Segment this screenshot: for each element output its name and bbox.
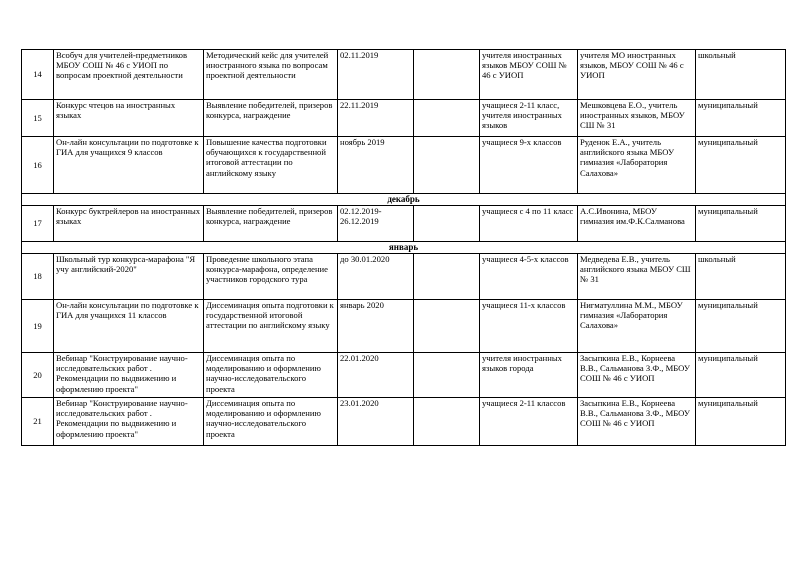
level-cell-text: муниципальный: [698, 137, 758, 147]
goal-cell-text: Проведение школьного этапа конкурса-марафона, определение участников городского тура: [206, 254, 328, 285]
empty-cell: [414, 254, 480, 300]
row-number: 16: [22, 137, 54, 194]
event-cell-text: Вебинар "Конструирование научно-исследовательских работ . Рекомендации по выдвижению и оформлению проекта": [56, 353, 188, 394]
date-cell-text: ноябрь 2019: [340, 137, 385, 147]
responsible-cell-text: Засыпкина Е.В., Корнеева В.В., Сальманова З.Ф., МБОУ СОШ № 46 с УИОП: [580, 353, 690, 384]
month-label: декабрь: [22, 194, 786, 206]
participants-cell-text: учащиеся 11-х классов: [482, 300, 566, 310]
month-label: январь: [22, 242, 786, 254]
row-number: 17: [22, 206, 54, 242]
empty-cell: [414, 353, 480, 398]
empty-cell: [414, 398, 480, 446]
table-row: [22, 300, 786, 353]
level-cell-text: муниципальный: [698, 206, 758, 216]
responsible-cell-text: Руденок Е.А., учитель английского языка МБОУ гимназия «Лаборатория Салахова»: [580, 137, 675, 178]
responsible-cell: [578, 137, 696, 194]
event-cell: [54, 254, 204, 300]
level-cell: [696, 398, 786, 446]
date-cell-text: 22.11.2019: [340, 100, 379, 110]
event-cell: [54, 300, 204, 353]
goal-cell: [204, 254, 338, 300]
level-cell-text: муниципальный: [698, 398, 758, 408]
empty-cell: [414, 50, 480, 100]
responsible-cell: [578, 50, 696, 100]
goal-cell: [204, 300, 338, 353]
event-cell: [54, 50, 204, 100]
goal-cell: [204, 100, 338, 137]
date-cell: [338, 100, 414, 137]
responsible-cell-text: Медведева Е.В., учитель английского языка МБОУ СШ № 31: [580, 254, 691, 285]
event-cell-text: Он-лайн консультации по подготовке к ГИА для учащихся 11 классов: [56, 300, 199, 321]
level-cell: [696, 254, 786, 300]
participants-cell: [480, 353, 578, 398]
event-cell-text: Школьный тур конкурса-марафона "Я учу английский-2020": [56, 254, 196, 275]
participants-cell: [480, 137, 578, 194]
participants-cell-text: учащиеся 9-х классов: [482, 137, 562, 147]
responsible-cell-text: Нигматуллина М.М., МБОУ гимназия «Лаборатория Салахова»: [580, 300, 683, 331]
table-body: [22, 50, 786, 446]
event-cell: [54, 353, 204, 398]
participants-cell: [480, 50, 578, 100]
date-cell-text: до 30.01.2020: [340, 254, 390, 264]
goal-cell: [204, 398, 338, 446]
level-cell-text: муниципальный: [698, 353, 758, 363]
date-cell-text: 23.01.2020: [340, 398, 379, 408]
event-cell: [54, 398, 204, 446]
event-cell: [54, 100, 204, 137]
participants-cell-text: учащиеся 2-11 классов: [482, 398, 566, 408]
row-number: 15: [22, 100, 54, 137]
responsible-cell-text: А.С.Ивонина, МБОУ гимназия им.Ф.К.Салманова: [580, 206, 685, 227]
empty-cell: [414, 100, 480, 137]
level-cell: [696, 353, 786, 398]
date-cell: [338, 398, 414, 446]
level-cell: [696, 50, 786, 100]
goal-cell: [204, 206, 338, 242]
table-row: [22, 50, 786, 100]
level-cell: [696, 100, 786, 137]
goal-cell-text: Методический кейс для учителей иностранного языка по вопросам проектной деятельности: [206, 50, 329, 81]
event-cell-text: Конкурс буктрейлеров на иностранных языках: [56, 206, 201, 227]
goal-cell-text: Выявление победителей, призеров конкурса, награждение: [206, 206, 333, 227]
table-row: [22, 206, 786, 242]
participants-cell-text: учителя иностранных языков МБОУ СОШ № 46 с УИОП: [482, 50, 567, 81]
row-number: 14: [22, 50, 54, 100]
event-cell-text: Всобуч для учителей-предметников МБОУ СОШ № 46 с УИОП по вопросам проектной деятельности: [56, 50, 188, 81]
date-cell: [338, 353, 414, 398]
empty-cell: [414, 137, 480, 194]
row-number: 19: [22, 300, 54, 353]
event-cell: [54, 137, 204, 194]
date-cell-text: 22.01.2020: [340, 353, 379, 363]
participants-cell: [480, 100, 578, 137]
level-cell-text: школьный: [698, 50, 736, 60]
level-cell-text: муниципальный: [698, 100, 758, 110]
responsible-cell: [578, 206, 696, 242]
level-cell-text: школьный: [698, 254, 736, 264]
date-cell: [338, 50, 414, 100]
responsible-cell-text: Мешковцева Е.О., учитель иностранных языков, МБОУ СШ № 31: [580, 100, 685, 131]
goal-cell-text: Диссеминация опыта по моделированию и оформлению научно-исследовательского проекта: [206, 398, 321, 439]
level-cell: [696, 300, 786, 353]
row-number: 20: [22, 353, 54, 398]
date-cell: [338, 206, 414, 242]
table-row: [22, 254, 786, 300]
event-cell: [54, 206, 204, 242]
table-row: [22, 398, 786, 446]
date-cell-text: 02.11.2019: [340, 50, 379, 60]
responsible-cell: [578, 100, 696, 137]
event-cell-text: Конкурс чтецов на иностранных языках: [56, 100, 176, 121]
event-cell-text: Он-лайн консультации по подготовке к ГИА для учащихся 9 классов: [56, 137, 199, 158]
level-cell-text: муниципальный: [698, 300, 758, 310]
participants-cell-text: учащиеся 4-5-х классов: [482, 254, 569, 264]
responsible-cell-text: Засыпкина Е.В., Корнеева В.В., Сальманова З.Ф., МБОУ СОШ № 46 с УИОП: [580, 398, 690, 429]
date-cell-text: январь 2020: [340, 300, 384, 310]
participants-cell-text: учителя иностранных языков города: [482, 353, 562, 374]
participants-cell-text: учащиеся 2-11 класс, учителя иностранных языков: [482, 100, 562, 131]
schedule-table: [21, 49, 786, 446]
participants-cell: [480, 254, 578, 300]
responsible-cell: [578, 300, 696, 353]
empty-cell: [414, 300, 480, 353]
goal-cell-text: Выявление победителей, призеров конкурса, награждение: [206, 100, 333, 121]
date-cell-text: 02.12.2019-26.12.2019: [340, 206, 382, 227]
participants-cell-text: учащиеся с 4 по 11 класс: [482, 206, 574, 216]
event-cell-text: Вебинар "Конструирование научно-исследовательских работ . Рекомендации по выдвижению и оформлению проекта": [56, 398, 188, 439]
goal-cell: [204, 137, 338, 194]
responsible-cell: [578, 254, 696, 300]
level-cell: [696, 206, 786, 242]
level-cell: [696, 137, 786, 194]
goal-cell: [204, 353, 338, 398]
goal-cell: [204, 50, 338, 100]
row-number: 21: [22, 398, 54, 446]
date-cell: [338, 254, 414, 300]
participants-cell: [480, 300, 578, 353]
goal-cell-text: Повышение качества подготовки обучающихся к государственной итоговой аттестации по английскому языку: [206, 137, 327, 178]
participants-cell: [480, 398, 578, 446]
responsible-cell: [578, 398, 696, 446]
empty-cell: [414, 206, 480, 242]
table-row: [22, 100, 786, 137]
table-row: [22, 137, 786, 194]
month-row: [22, 194, 786, 206]
month-row: [22, 242, 786, 254]
responsible-cell-text: учителя МО иностранных языков, МБОУ СОШ № 46 с УИОП: [580, 50, 684, 81]
row-number: 18: [22, 254, 54, 300]
date-cell: [338, 137, 414, 194]
responsible-cell: [578, 353, 696, 398]
date-cell: [338, 300, 414, 353]
table-row: [22, 353, 786, 398]
participants-cell: [480, 206, 578, 242]
goal-cell-text: Диссеминация опыта по моделированию и оформлению научно-исследовательского проекта: [206, 353, 321, 394]
goal-cell-text: Диссеминация опыта подготовки к государственной итоговой аттестации по английскому языку: [206, 300, 334, 331]
